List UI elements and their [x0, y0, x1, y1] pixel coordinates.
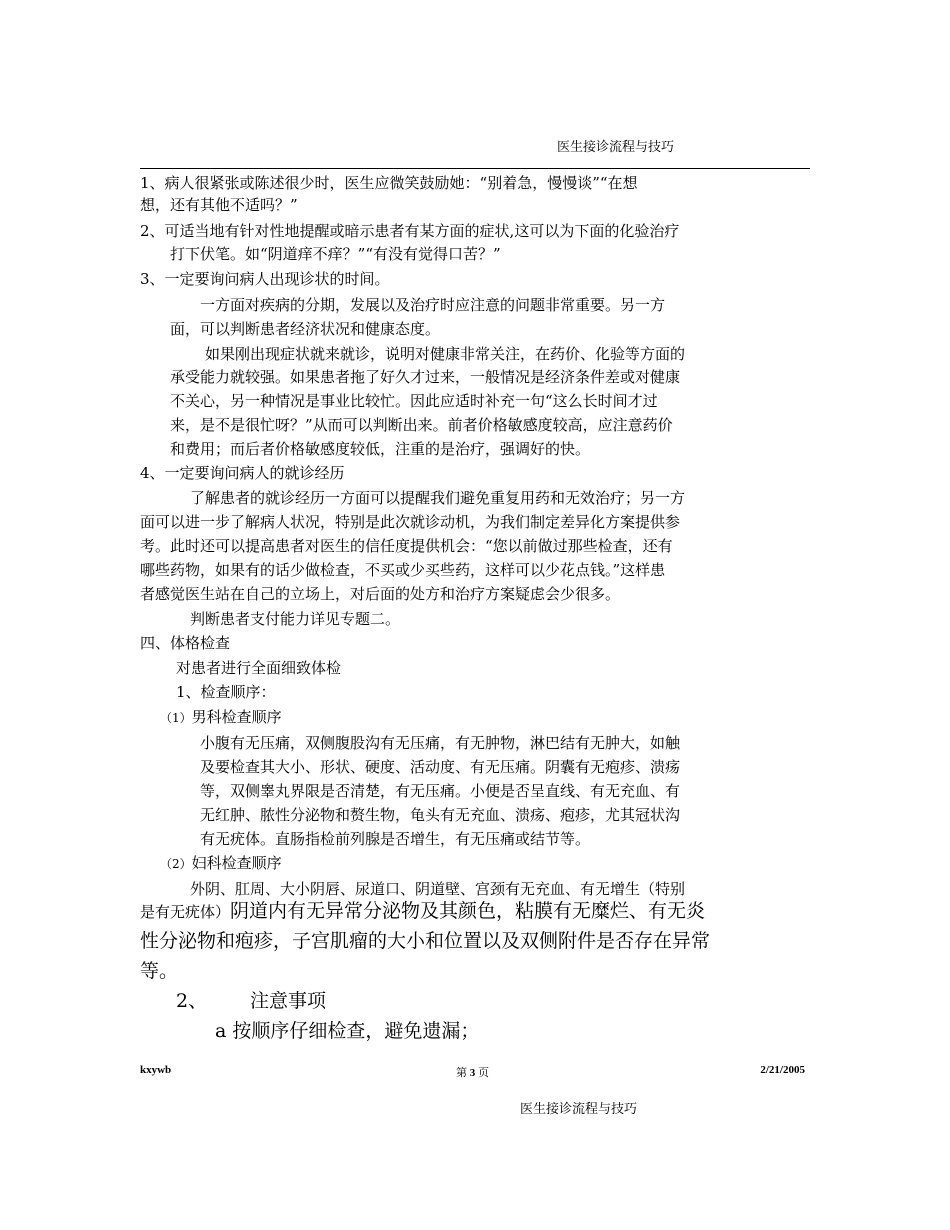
para-3-s1-line-2: 面，可以判断患者经济状况和健康态度。 — [170, 320, 441, 338]
male-check-number: （1） — [160, 711, 192, 725]
female-check-line-1: 外阴、肛周、大小阴唇、尿道口、阴道壁、宫颈有无充血、有无增生（特别 — [190, 880, 686, 898]
female-check-line-2 — [140, 896, 705, 923]
para-2-line-1: 2、可适当地有针对性地提醒或暗示患者有某方面的症状,这可以为下面的化验治疗 — [140, 222, 680, 240]
male-check-line-2: 及要检查其大小、形状、硬度、活动度、有无压痛。阴囊有无疱疹、溃疡 — [200, 758, 681, 776]
para-3-heading: 3、一定要询问病人出现诊状的时间。 — [140, 270, 390, 288]
female-check-line-2-small: 是有无疣体） — [140, 903, 231, 921]
para-3-s2-line-2: 承受能力就较强。如果患者拖了好久才过来，一般情况是经济条件差或对健康 — [170, 368, 681, 386]
para-4-heading: 4、一定要询问病人的就诊经历 — [140, 464, 345, 482]
male-check-line-5: 有无疣体。直肠指检前列腺是否增生，有无压痛或结节等。 — [200, 830, 591, 848]
para-2-line-2: 打下伏笔。如“阴道痒不痒？”“有没有觉得口苦？” — [170, 245, 501, 263]
section-4-intro: 对患者进行全面细致体检 — [176, 659, 342, 677]
footer-left: kxywb — [140, 1064, 172, 1076]
male-check-title: 男科检查顺序 — [191, 708, 282, 726]
footer-page-suffix: 页 — [475, 1067, 489, 1079]
next-page-header-title: 医生接诊流程与技巧 — [520, 1102, 638, 1117]
male-check-line-4: 无红肿、脓性分泌物和赘生物，龟头有无充血、溃疡、疱疹，尤其冠状沟 — [200, 806, 681, 824]
para-4-s1-line-1: 了解患者的就诊经历一方面可以提醒我们避免重复用药和无效治疗；另一方 — [190, 489, 686, 507]
female-check-line-3: 性分泌物和疱疹，子宫肌瘤的大小和位置以及双侧附件是否存在异常 — [140, 930, 711, 952]
footer-page-prefix: 第 — [456, 1067, 470, 1079]
male-check-line-1: 小腹有无压痛，双侧腹股沟有无压痛，有无肿物，淋巴结有无肿大，如触 — [200, 734, 681, 752]
para-4-s1-line-2: 面可以进一步了解病人状况，特别是此次就诊动机，为我们制定差异化方案提供参 — [140, 513, 681, 531]
section-4-heading: 四、体格检查 — [140, 634, 231, 652]
notes-title: 注意事项 — [250, 990, 327, 1012]
female-check-title: 妇科检查顺序 — [191, 854, 282, 872]
para-3-s2-line-4: 来，是不是很忙呀？”从而可以判断出来。前者价格敏感度较高，应注意药价 — [170, 416, 673, 434]
para-3-s2-line-1: 如果刚出现症状就来就诊，说明对健康非常关注，在药价、化验等方面的 — [205, 345, 686, 363]
para-1-line-1: 1、病人很紧张或陈述很少时，医生应微笑鼓励她：“别着急，慢慢谈”“在想 — [140, 174, 638, 192]
notes-item-a: a 按顺序仔细检查，避免遗漏； — [215, 1020, 480, 1042]
notes-number: 2、 — [176, 990, 208, 1012]
para-1-line-2: 想，还有其他不适吗？” — [140, 196, 298, 214]
para-4-s1-line-4: 哪些药物，如果有的话少做检查，不买或少买些药，这样可以少花点钱。”这样患 — [140, 561, 666, 579]
footer-date: 2/21/2005 — [760, 1064, 805, 1076]
female-check-line-4: 等。 — [140, 960, 179, 982]
para-4-s2: 判断患者支付能力详见专题二。 — [190, 610, 401, 628]
para-3-s1-line-1: 一方面对疾病的分期，发展以及治疗时应注意的问题非常重要。另一方 — [200, 296, 666, 314]
header-title: 医生接诊流程与技巧 — [557, 140, 675, 155]
female-check-line-2-large: 阴道内有无异常分泌物及其颜色，粘膜有无糜烂、有无炎 — [230, 900, 706, 922]
male-check-line-3: 等，双侧睾丸界限是否清楚，有无压痛。小便是否呈直线、有无充血、有 — [200, 782, 681, 800]
para-4-s1-line-5: 者感觉医生站在自己的立场上，对后面的处方和治疗方案疑虑会少很多。 — [140, 585, 621, 603]
header-rule — [140, 168, 810, 169]
para-3-s2-line-3: 不关心，另一种情况是事业比较忙。因此应适时补充一句“这么长时间才过 — [170, 392, 658, 410]
footer-page — [456, 1064, 489, 1080]
para-4-s1-line-3: 考。此时还可以提高患者对医生的信任度提供机会：“您以前做过那些检查，还有 — [140, 537, 673, 555]
female-check-number: （2） — [160, 857, 192, 871]
male-check-heading — [160, 706, 282, 729]
female-check-heading — [160, 852, 282, 875]
footer-page-number: 3 — [469, 1067, 476, 1079]
para-3-s2-line-5: 和费用；而后者价格敏感度较低，注重的是治疗，强调好的快。 — [170, 440, 591, 458]
check-order-heading: 1、检查顺序： — [176, 683, 276, 701]
